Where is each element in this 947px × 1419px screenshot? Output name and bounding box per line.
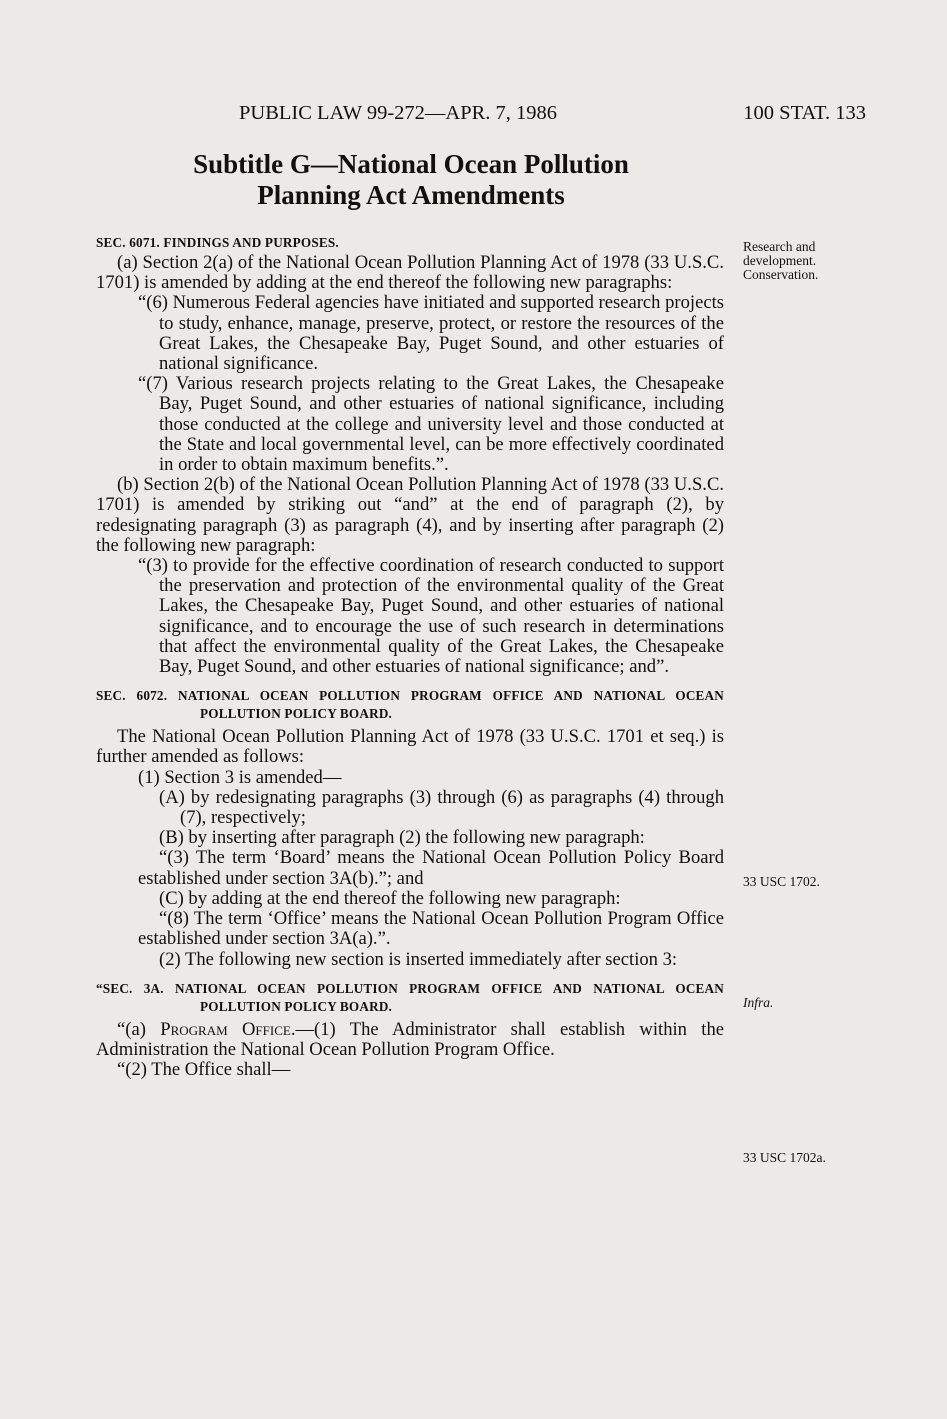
document-body bbox=[96, 234, 724, 1080]
running-head: PUBLIC LAW 99-272—APR. 7, 1986 bbox=[239, 102, 558, 124]
section-6072-para-1C: (C) by adding at the end thereof the following new paragraph: bbox=[159, 887, 621, 909]
section-3a-heading: “SEC. 3A. NATIONAL OCEAN POLLUTION PROGRAM OFFICE AND NATIONAL OCEAN POLLUTION POLICY BOARD. bbox=[96, 980, 724, 1014]
margin-note-research bbox=[743, 240, 818, 282]
section-6071-a: (a) Section 2(a) of the National Ocean Pollution Planning Act of 1978 (33 U.S.C. 1701) is amended by adding at the end thereof the following new paragraphs: bbox=[96, 252, 724, 294]
margin-note-research-line: Research and bbox=[743, 239, 816, 254]
subtitle-line-2: Planning Act Amendments bbox=[257, 180, 565, 210]
section-6072-para-1A: (A) by redesignating paragraphs (3) through (6) as paragraphs (4) through (7), respectively; bbox=[159, 786, 724, 829]
section-6071-b: (b) Section 2(b) of the National Ocean Pollution Planning Act of 1978 (33 U.S.C. 1701) is amended by striking out “and” at the end of paragraph (2), by redesignating paragraph (3) as paragraph (4), and by inserting after paragraph (2) the following new paragraph: bbox=[96, 474, 724, 556]
section-6071-a-para-6: “(6) Numerous Federal agencies have initiated and supported research projects to study, enhance, manage, preserve, protect, or restore the resources of the Great Lakes, the Chesapeake Bay, Puget Sound, and other estuaries of national significance. bbox=[138, 292, 724, 375]
margin-note-development-line: development. bbox=[743, 253, 817, 268]
margin-note-usc-1702: 33 USC 1702. bbox=[743, 874, 820, 889]
section-3a-a-2: “(2) The Office shall— bbox=[117, 1059, 291, 1081]
subtitle-line-1: Subtitle G—National Ocean Pollution bbox=[193, 149, 629, 179]
margin-note-conservation-line: Conservation. bbox=[743, 267, 819, 282]
section-6072-para-1B-quote: “(3) The term ‘Board’ means the National Ocean Pollution Policy Board established under section 3A(b).”; and bbox=[138, 847, 724, 889]
margin-note-infra: Infra. bbox=[743, 995, 774, 1010]
section-6072-para-1: (1) Section 3 is amended— bbox=[138, 766, 342, 788]
section-6072-intro: The National Ocean Pollution Planning Act of 1978 (33 U.S.C. 1701 et seq.) is further amended as follows: bbox=[96, 726, 724, 768]
section-6071-heading: SEC. 6071. FINDINGS AND PURPOSES. bbox=[96, 235, 339, 250]
section-6072-para-2: (2) The following new section is inserted immediately after section 3: bbox=[159, 948, 678, 970]
subtitle-heading bbox=[96, 149, 726, 211]
section-3a-a-text: .—(1) The Administrator shall establish within the Administration the National Ocean Pollution Program Office. bbox=[96, 1018, 724, 1060]
section-6072-para-1C-quote: “(8) The term ‘Office’ means the National Ocean Pollution Program Office established under section 3A(a).”. bbox=[138, 908, 724, 950]
program-office-caption: Program Office bbox=[160, 1018, 291, 1040]
stat-page-number: 100 STAT. 133 bbox=[743, 102, 866, 124]
section-6071-a-para-7: “(7) Various research projects relating to the Great Lakes, the Chesapeake Bay, Puget Sound, and other estuaries of national significance, including those conducted at the college and university level and those conducted at the State and local governmental level, can be more effectively coordinated in order to obtain maximum benefits.”. bbox=[138, 373, 724, 476]
section-3a-a-open: “(a) bbox=[117, 1018, 161, 1040]
section-6072-heading: SEC. 6072. NATIONAL OCEAN POLLUTION PROGRAM OFFICE AND NATIONAL OCEAN POLLUTION POLICY BOARD. bbox=[96, 688, 724, 722]
section-6072-para-1B: (B) by inserting after paragraph (2) the following new paragraph: bbox=[159, 827, 645, 849]
section-6071-b-para-3: “(3) to provide for the effective coordination of research conducted to support the preservation and protection of the environmental quality of the Great Lakes, the Chesapeake Bay, Puget Sound, and other estuaries of national significance, and to encourage the use of such research in determinations that affect the environmental quality of the Great Lakes, the Chesapeake Bay, Puget Sound, and other estuaries of national significance; and”. bbox=[138, 555, 724, 678]
section-3a-a bbox=[96, 1020, 724, 1060]
margin-note-usc-1702a: 33 USC 1702a. bbox=[743, 1150, 826, 1165]
